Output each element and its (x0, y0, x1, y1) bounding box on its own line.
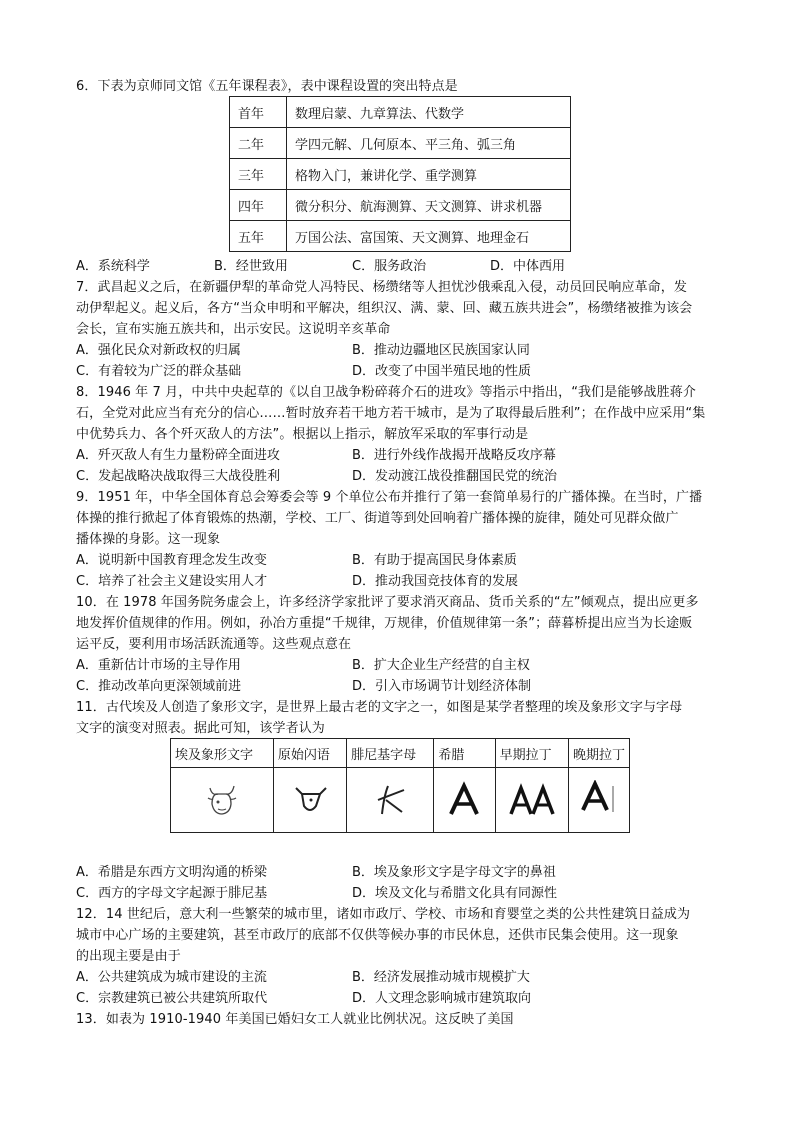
q7-option-a[interactable]: A．强化民众对新政权的归属 (76, 343, 241, 358)
glyph-cell (568, 768, 629, 833)
q8-stem-line: 中优势兵力、各个歼灭敌人的方法”。根据以上指示，解放军采取的军事行动是 (76, 427, 529, 442)
q9-stem-line: 9．1951 年，中华全国体育总会筹委会等 9 个单位公布并推行了第一套简单易行的广播体操。在当时，广播 (76, 490, 703, 505)
q7-option-d[interactable]: D．改变了中国半殖民地的性质 (352, 364, 532, 379)
courses-cell: 学四元解、几何原本、平三角、弧三角 (287, 128, 571, 159)
q8-option-a[interactable]: A．歼灭敌人有生力量粉碎全面进攻 (76, 448, 280, 463)
q8-option-c[interactable]: C．发起战略决战取得三大战役胜利 (76, 469, 281, 484)
ox-head-hieroglyph-icon (202, 780, 242, 820)
table-row (230, 159, 571, 190)
header-cell: 埃及象形文字 (171, 739, 274, 768)
table-row (230, 128, 571, 159)
phoenician-aleph-icon (370, 780, 410, 820)
late-latin-a-icon (577, 780, 621, 820)
q9-option-a[interactable]: A．说明新中国教育理念发生改变 (76, 553, 267, 568)
q7-stem-line: 会长，宣布实施五族共和，出示安民。这说明辛亥革命 (76, 322, 391, 337)
glyph-cell (347, 768, 434, 833)
year-cell: 五年 (230, 221, 287, 252)
q12-option-c[interactable]: C．宗教建筑已被公共建筑所取代 (76, 991, 268, 1006)
q6-option-b[interactable]: B．经世致用 (214, 259, 288, 274)
glyph-cell (495, 768, 568, 833)
courses-cell: 万国公法、富国策、天文测算、地理金石 (287, 221, 571, 252)
glyph-cell (434, 768, 495, 833)
q8-option-d[interactable]: D．发动渡江战役推翻国民党的统治 (352, 469, 558, 484)
year-cell: 首年 (230, 97, 287, 128)
q13-stem: 13．如表为 1910-1940 年美国已婚妇女工人就业比例状况。这反映了美国 (76, 1012, 514, 1027)
header-cell: 希腊 (434, 739, 495, 768)
q11-script-table (170, 738, 630, 833)
table-row (171, 768, 630, 833)
q12-stem-line: 城市中心广场的主要建筑，甚至市政厅的底部不仅供等候办事的市民休息，还供市民集会使用。这一现象 (76, 928, 679, 943)
q10-stem-line: 地发挥价值规律的作用。例如，孙冶方重提“千规律，万规律，价值规律第一条”；薛暮桥提出应当为长途贩 (76, 616, 693, 631)
year-cell: 三年 (230, 159, 287, 190)
q10-stem-line: 运平反，要利用市场活跃流通等。这些观点意在 (76, 637, 352, 652)
header-cell: 早期拉丁 (495, 739, 568, 768)
q6-option-d[interactable]: D．中体西用 (490, 259, 566, 274)
courses-cell: 格物入门，兼讲化学、重学测算 (287, 159, 571, 190)
q11-option-b[interactable]: B．埃及象形文字是字母文字的鼻祖 (352, 865, 556, 880)
q7-stem-line: 7．武昌起义之后，在新疆伊犁的革命党人冯特民、杨缵绪等人担忧沙俄乘乱入侵，动员回民响应革命，发 (76, 280, 687, 295)
table-row (230, 190, 571, 221)
q6-course-table (229, 96, 571, 252)
q11-option-d[interactable]: D．埃及文化与希腊文化具有同源性 (352, 886, 558, 901)
q9-option-c[interactable]: C．培养了社会主义建设实用人才 (76, 574, 268, 589)
q12-option-d[interactable]: D．人文理念影响城市建筑取向 (352, 991, 532, 1006)
table-row (230, 221, 571, 252)
q11-stem-line: 文字的演变对照表。据此可知，该学者认为 (76, 721, 325, 736)
glyph-cell (273, 768, 346, 833)
q7-option-c[interactable]: C．有着较为广泛的群众基础 (76, 364, 242, 379)
q10-stem-line: 10．在 1978 年国务院务虚会上，许多经济学家批评了要求消灭商品、货币关系的“左”倾观点，提出应更多 (76, 595, 699, 610)
year-cell: 四年 (230, 190, 287, 221)
table-header-row (171, 739, 630, 768)
q9-stem-line: 体操的推行掀起了体育锻炼的热潮，学校、工厂、街道等到处回响着广播体操的旋律，随处可见群众做广 (76, 511, 679, 526)
q12-stem-line: 12．14 世纪后，意大利一些繁荣的城市里，诸如市政厅、学校、市场和育婴堂之类的公共性建筑日益成为 (76, 907, 691, 922)
q9-option-d[interactable]: D．推动我国竞技体育的发展 (352, 574, 519, 589)
q6-stem: 6．下表为京师同文馆《五年课程表》，表中课程设置的突出特点是 (76, 79, 458, 94)
q11-option-c[interactable]: C．西方的字母文字起源于腓尼基 (76, 886, 268, 901)
greek-alpha-icon (444, 780, 484, 820)
q7-option-b[interactable]: B．推动边疆地区民族国家认同 (352, 343, 530, 358)
q11-stem-line: 11．古代埃及人创造了象形文字，是世界上最古老的文字之一，如图是某学者整理的埃及象形文字与字母 (76, 700, 683, 715)
q6-option-a[interactable]: A．系统科学 (76, 259, 150, 274)
q10-option-c[interactable]: C．推动改革向更深领域前进 (76, 679, 242, 694)
q8-option-b[interactable]: B．进行外线作战揭开战略反攻序幕 (352, 448, 556, 463)
q10-option-d[interactable]: D．引入市场调节计划经济体制 (352, 679, 532, 694)
year-cell: 二年 (230, 128, 287, 159)
q12-option-a[interactable]: A．公共建筑成为城市建设的主流 (76, 970, 267, 985)
q9-option-b[interactable]: B．有助于提高国民身体素质 (352, 553, 517, 568)
q10-option-a[interactable]: A．重新估计市场的主导作用 (76, 658, 241, 673)
header-cell: 腓尼基字母 (347, 739, 434, 768)
q8-stem-line: 8．1946 年 7 月，中共中央起草的《以自卫战争粉碎蒋介石的进攻》等指示中指出，“我们是能够战胜蒋介 (76, 385, 696, 400)
q6-option-c[interactable]: C．服务政治 (352, 259, 427, 274)
table-row (230, 97, 571, 128)
q11-option-a[interactable]: A．希腊是东西方文明沟通的桥梁 (76, 865, 267, 880)
q12-stem-line: 的出现主要是由于 (76, 949, 181, 964)
courses-cell: 微分积分、航海测算、天文测算、讲求机器 (287, 190, 571, 221)
q8-stem-line: 石，全党对此应当有充分的信心……暂时放弃若干地方若干城市，是为了取得最后胜利”；在作战中应采用“集 (76, 406, 706, 421)
courses-cell: 数理启蒙、九章算法、代数学 (287, 97, 571, 128)
glyph-cell (171, 768, 274, 833)
q12-option-b[interactable]: B．经济发展推动城市规模扩大 (352, 970, 530, 985)
q9-stem-line: 播体操的身影。这一现象 (76, 532, 221, 547)
header-cell: 晚期拉丁 (568, 739, 629, 768)
proto-semitic-ox-icon (290, 780, 330, 820)
q7-stem-line: 动伊犁起义。起义后，各方“当众申明和平解决，组织汉、满、蒙、回、藏五族共进会”，杨缵绪被推为该会 (76, 301, 693, 316)
q10-option-b[interactable]: B．扩大企业生产经营的自主权 (352, 658, 530, 673)
early-latin-a-icon (508, 780, 556, 820)
header-cell: 原始闪语 (273, 739, 346, 768)
